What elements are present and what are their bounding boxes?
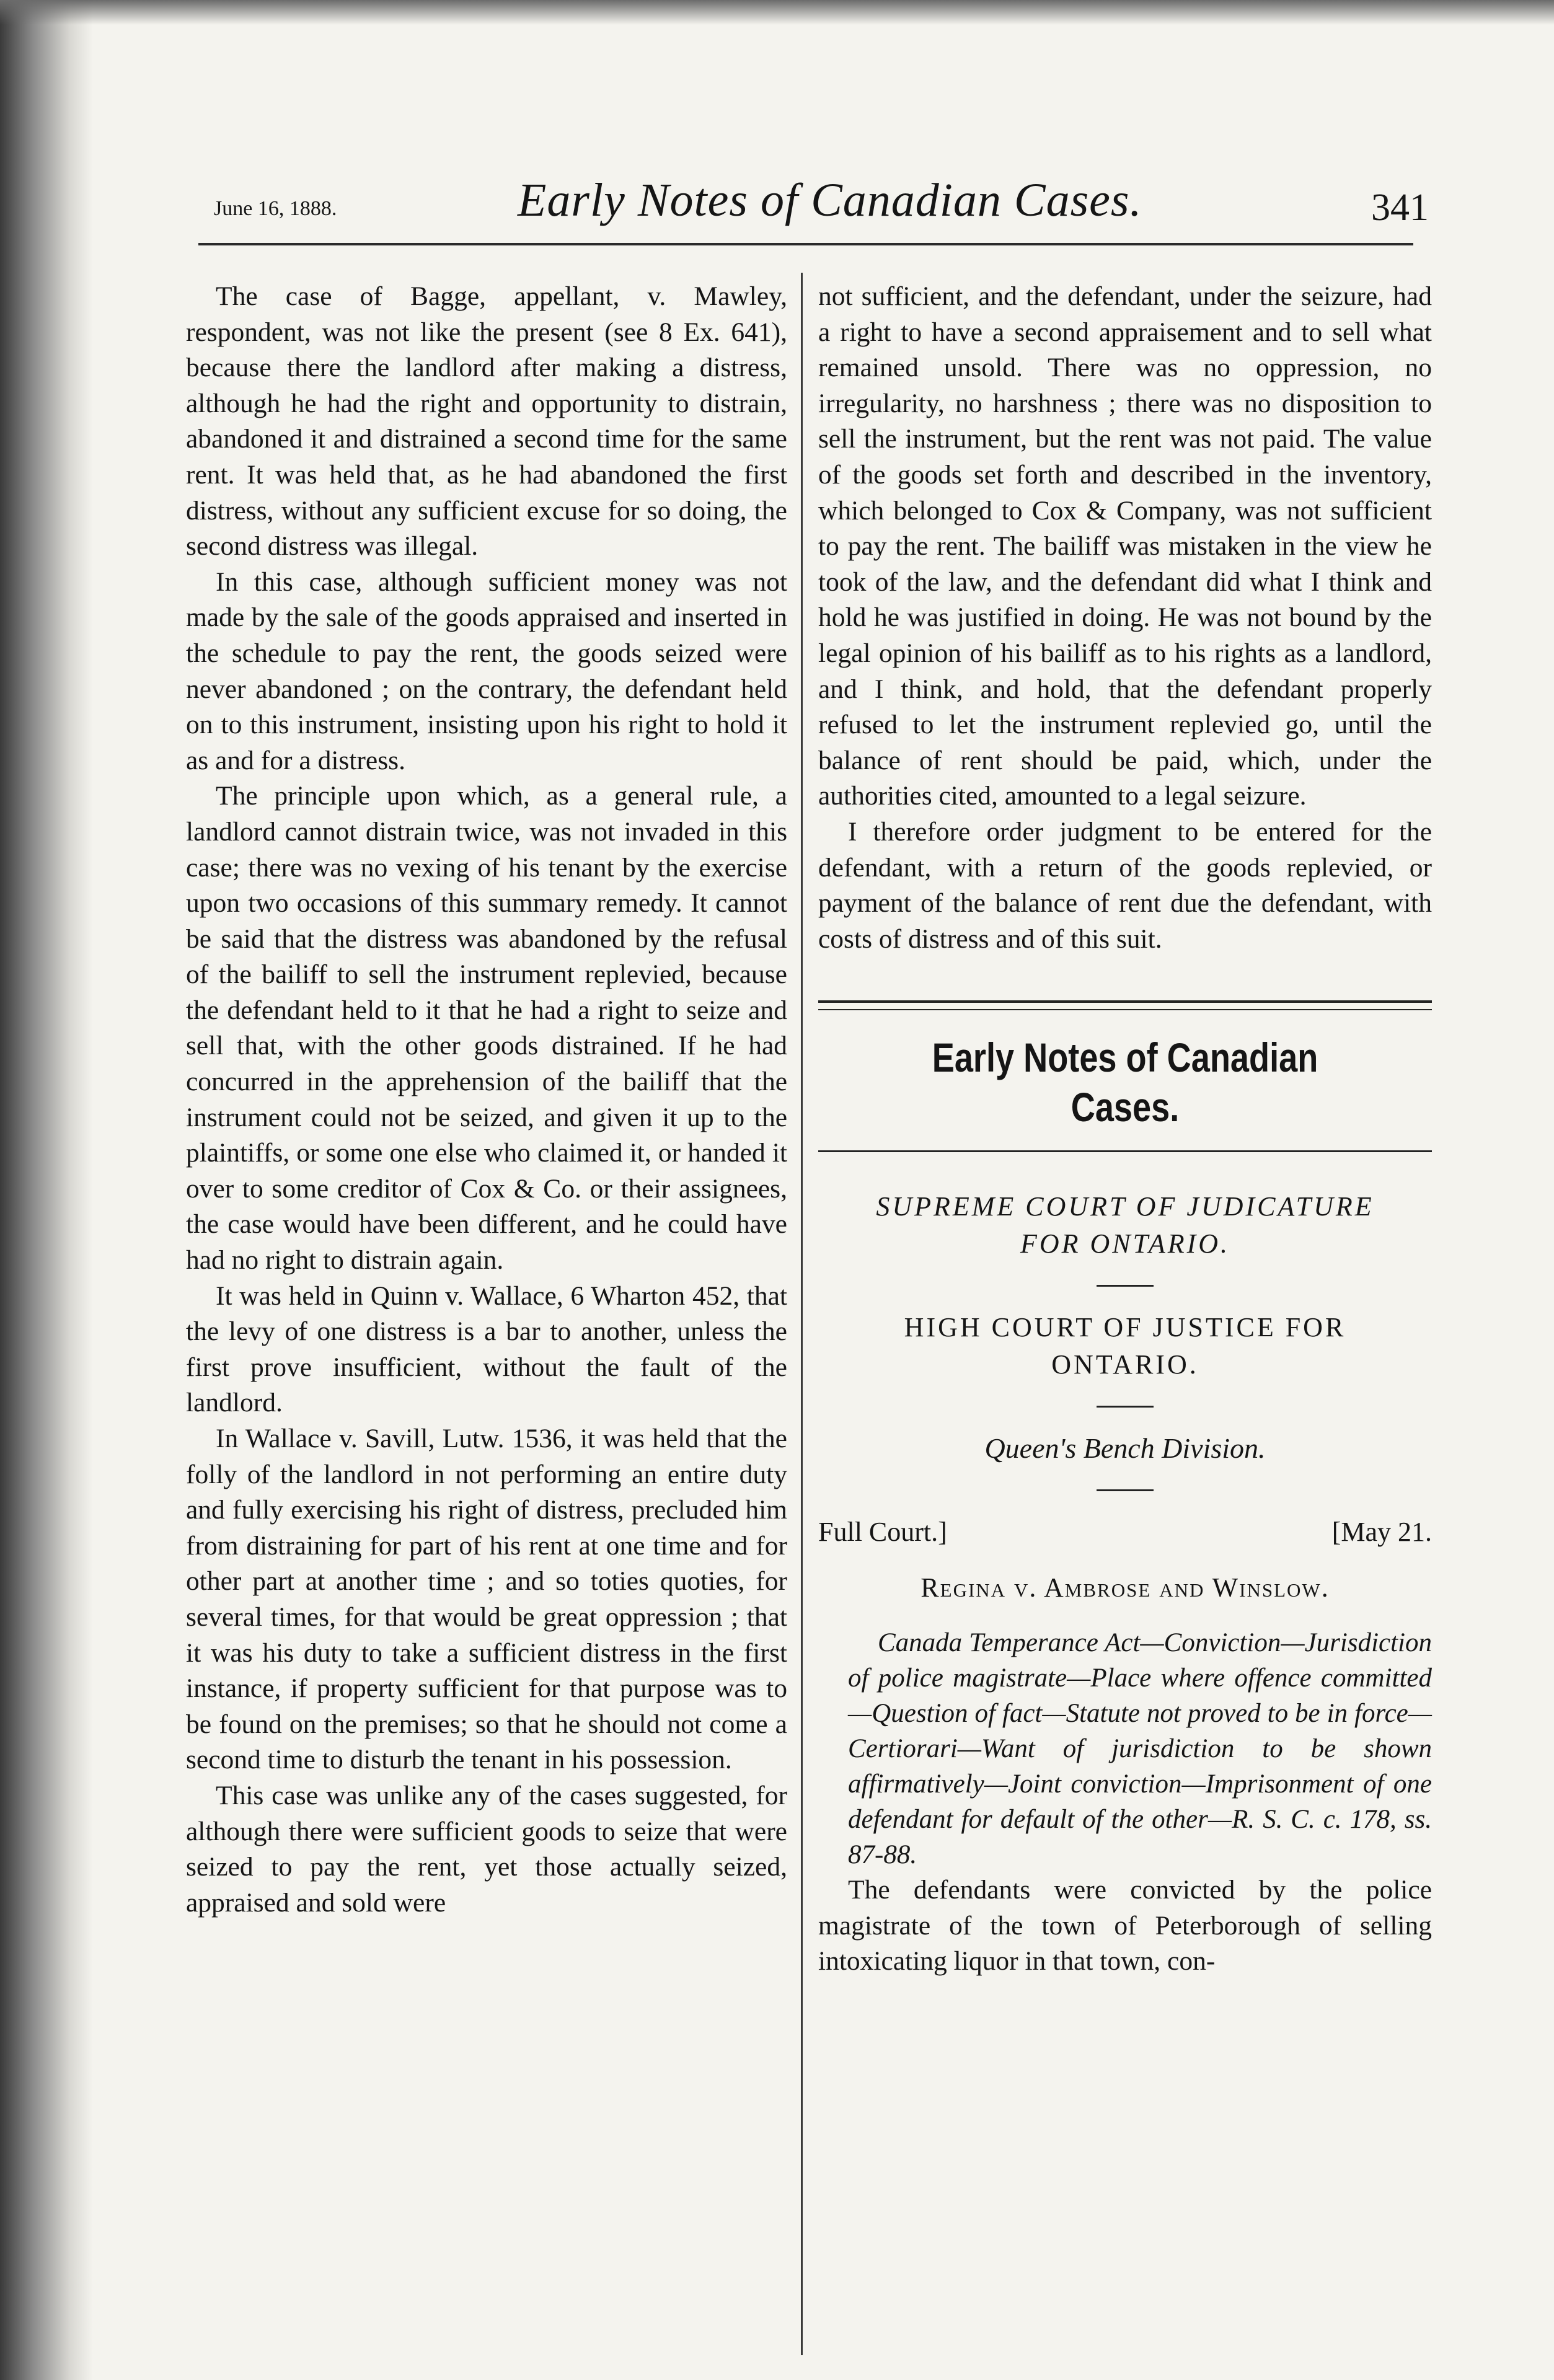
high-court-heading-2: ONTARIO.: [1051, 1349, 1199, 1380]
column-divider: [801, 273, 803, 2355]
paragraph: The principle upon which, as a general rule, a landlord cannot distrain twice, was not invaded in this case; there was no vexing of his tenant by the exercise upon two occasions of this summary remedy. It cannot be said that the distress was abandoned by the refusal of the bailiff to sell the instrument replevied, because the defendant held to it that he had a right to seize and sell that, with the other goods distrained. If he had concurred in the apprehension of the bailiff that the instrument could not be seized, and given it up to the plaintiffs, or some one else who claimed it, or handed it over to some creditor of Cox & Co. or their assignees, the case would have been different, and he could have had no right to distrain again.: [186, 781, 787, 1276]
section-title: Early Notes of Canadian Cases.: [932, 1034, 1318, 1130]
page-shadow: [0, 0, 93, 2380]
short-rule: [1097, 1406, 1154, 1408]
short-rule: [1097, 1285, 1154, 1287]
page-header: [214, 174, 1429, 242]
page-number: 341: [1371, 187, 1429, 229]
left-column: [186, 279, 787, 1921]
page-shadow-top: [0, 0, 1554, 25]
case-name: Regina v. Ambrose and Winslow.: [920, 1572, 1330, 1603]
court-date: [May 21.: [1331, 1517, 1432, 1548]
section-rule: [818, 1150, 1432, 1152]
paragraph: In this case, although sufficient money was not made by the sale of the goods appraised and inserted in the schedule to pay the rent, the goods seized were never abandoned ; on the contrary, the defendant held on to this instrument, insisting upon his right to hold it as and for a distress.: [186, 566, 787, 775]
paragraph: not sufficient, and the defendant, under the seizure, had a right to have a second appraisement and to sell what remained unsold. There was no oppression, no irregularity, no harshness ; there was no disposition to sell the instrument, but the rent was not paid. The value of the goods set forth and described in the inventory, which belonged to Cox & Company, was not sufficient to pay the rent. The bailiff was mistaken in the view he took of the law, and the defendant did what I think and hold he was justified in doing. He was not bound by the legal opinion of his bailiff as to his rights as a landlord, and I think, and hold, that the defendant properly refused to let the instrument replevied go, until the balance of rent should be paid, which, under the authorities cited, amounted to a legal seizure.: [818, 281, 1432, 811]
header-rule: [198, 243, 1413, 245]
court-heading: SUPREME COURT OF JUDICATURE: [876, 1191, 1374, 1222]
court-heading-2: FOR ONTARIO.: [1020, 1228, 1230, 1259]
paragraph: I therefore order judgment to be entered for the defendant, with a return of the goods replevied, or payment of the balance of rent due the defendant, with costs of distress and of this suit.: [818, 816, 1432, 954]
section-double-rule: [818, 1000, 1432, 1010]
paragraph: The case of Bagge, appellant, v. Mawley, respondent, was not like the present (see 8 Ex. 641), because there the landlord after making a distress, although he had the right and opportunity to distrain, abandoned it and distrained a second time for the same rent. It was held that, as he had abandoned the first distress, without any sufficient excuse for so doing, the second distress was illegal.: [186, 281, 787, 562]
header-title: Early Notes of Canadian Cases.: [518, 174, 1142, 226]
short-rule: [1097, 1489, 1154, 1491]
paragraph: The defendants were convicted by the police magistrate of the town of Peterborough of selling intoxicating liquor in that town, con-: [818, 1875, 1432, 1977]
paragraph: It was held in Quinn v. Wallace, 6 Wharton 452, that the levy of one distress is a bar to another, unless the first prove insufficient, without the fault of the landlord.: [186, 1280, 787, 1418]
headnote: Canada Temperance Act—Conviction—Jurisdiction of police magistrate—Place where offence committed—Question of fact—Statute not proved to be in force—Certiorari—Want of jurisdiction to be shown affirmatively—Joint conviction—Imprisonment of one defendant for default of the other—R. S. C. c. 178, ss. 87-88.: [848, 1628, 1432, 1870]
court-label: Full Court.]: [818, 1517, 947, 1548]
header-date: June 16, 1888.: [214, 197, 337, 220]
paragraph: In Wallace v. Savill, Lutw. 1536, it was held that the folly of the landlord in not performing an entire duty and fully exercising his right of distress, precluded him from distraining for part of his rent at one time and for other part at another time ; and so toties quoties, for several times, for that would be great oppression ; that it was his duty to take a sufficient distress in the first instance, if property sufficient for that purpose was to be found on the premises; so that he should not come a second time to disturb the tenant in his possession.: [186, 1424, 787, 1775]
division-heading: Queen's Bench Division.: [984, 1432, 1266, 1465]
court-line: [818, 1514, 1432, 1551]
paragraph: This case was unlike any of the cases suggested, for although there were sufficient goods to seize that were seized to pay the rent, yet those actually seized, appraised and sold were: [186, 1780, 787, 1918]
high-court-heading: HIGH COURT OF JUSTICE FOR: [904, 1312, 1346, 1343]
right-column: [818, 279, 1432, 1980]
